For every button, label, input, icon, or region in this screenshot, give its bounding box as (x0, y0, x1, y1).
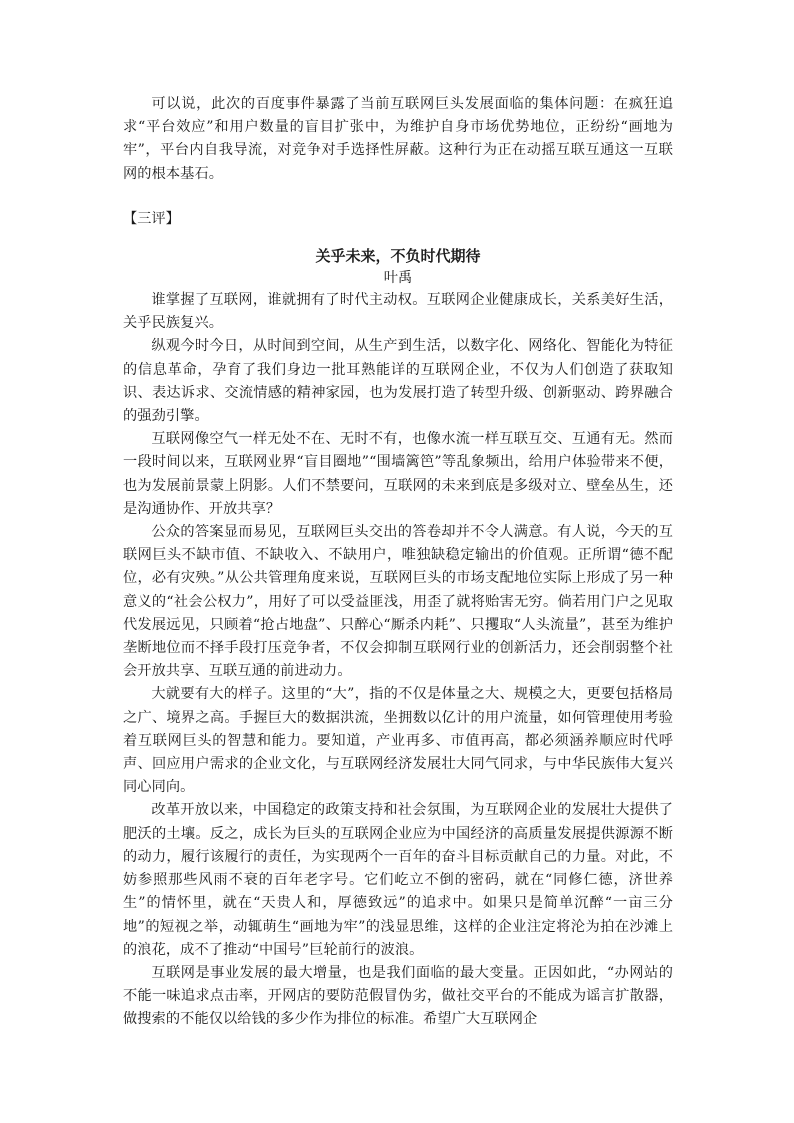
article (123, 245, 673, 1032)
article-title: 关乎未来，不负时代期待 (315, 247, 481, 266)
article-author: 叶禹 (383, 270, 413, 287)
article-paragraph-3: 互联网像空气一样无处不在、无时不有，也像水流一样互联互交、互通有无。然而一段时间以来，互联网业界“盲目圈地”“围墙篱笆”等乱象频出，给用户体验带来不便，也为发展前景蒙上阴影。人们不禁要问，互联网的未来到底是多级对立、壁垒丛生，还是沟通协作、开放共享？ (123, 431, 673, 517)
article-paragraph-7: 互联网是事业发展的最大增量，也是我们面临的最大变量。正因如此，“办网站的不能一味追求点击率，开网店的要防范假冒伪劣，做社交平台的不能成为谣言扩散器，做搜索的不能仅以给钱的多少作为排位的标准。希望广大互联网企 (123, 964, 673, 1028)
article-paragraph-1: 谁掌握了互联网，谁就拥有了时代主动权。互联网企业健康成长，关系美好生活，关乎民族复兴。 (123, 292, 673, 332)
intro-paragraph: 可以说，此次的百度事件暴露了当前互联网巨头发展面临的集体问题：在疯狂追求“平台效应”和用户数量的盲目扩张中，为维护自身市场优势地位，正纷纷“画地为牢”，平台内自我导流，对竞争对手选择性屏蔽。这种行为正在动摇互联互通这一互联网的根本基石。 (123, 96, 673, 182)
article-paragraph-2: 纵观今时今日，从时间到空间，从生产到生活，以数字化、网络化、智能化为特征的信息革命，孕育了我们身边一批耳熟能详的互联网企业，不仅为人们创造了获取知识、表达诉求、交流情感的精神家园，也为发展打造了转型升级、创新驱动、跨界融合的强劲引擎。 (123, 338, 673, 425)
document-page (123, 93, 673, 1032)
section-tag: 【三评】 (123, 210, 180, 227)
article-paragraph-5: 大就要有大的样子。这里的“大”，指的不仅是体量之大、规模之大，更要包括格局之广、境界之高。手握巨大的数据洪流，坐拥数以亿计的用户流量，如何管理使用考验着互联网巨头的智慧和能力。要知道，产业再多、市值再高，都必须涵养顺应时代呼声、回应用户需求的企业文化，与互联网经济发展壮大同气同求，与中华民族伟大复兴同心同向。 (123, 686, 673, 796)
article-paragraph-4: 公众的答案显而易见，互联网巨头交出的答卷却并不令人满意。有人说，今天的互联网巨头不缺市值、不缺收入、不缺用户，唯独缺稳定输出的价值观。正所谓“德不配位，必有灾殃。”从公共管理角度来说，互联网巨头的市场支配地位实际上形成了另一种意义的“社会公权力”，用好了可以受益匪浅，用歪了就将贻害无穷。倘若用门户之见取代发展远见，只顾着“抢占地盘”、只醉心“厮杀内耗”、只攫取“人头流量”，甚至为维护垄断地位而不择手段打压竞争者，不仅会抑制互联网行业的创新活力，还会削弱整个社会开放共享、互联互通的前进动力。 (123, 524, 673, 680)
article-paragraph-6: 改革开放以来，中国稳定的政策支持和社会氛围，为互联网企业的发展壮大提供了肥沃的土壤。反之，成长为巨头的互联网企业应为中国经济的高质量发展提供源源不断的动力，履行该履行的责任，为实现两个一百年的奋斗目标贡献自己的力量。对此，不妨参照那些风雨不衰的百年老字号。它们屹立不倒的密码，就在“同修仁德，济世养生”的情怀里，就在“天贵人和，厚德致远”的追求中。如果只是简单沉醉“一亩三分地”的短视之举，动辄萌生“画地为牢”的浅显思维，这样的企业注定将沦为拍在沙滩上的浪花，成不了推动“中国号”巨轮前行的波浪。 (123, 802, 673, 958)
